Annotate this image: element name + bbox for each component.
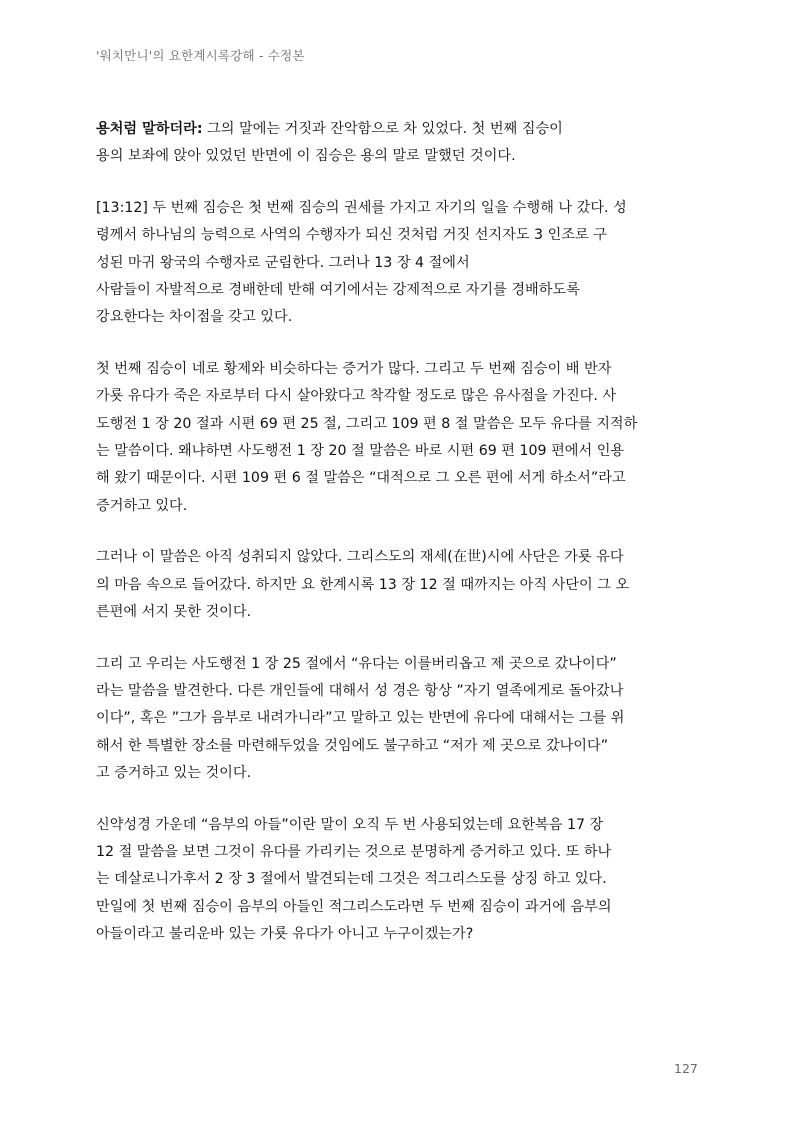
page-number: 127 [674,1061,698,1076]
paragraph-line: 른편에 서지 못한 것이다. [96,604,252,621]
paragraph-line: 도행전 1 장 20 절과 시편 69 편 25 절, 그리고 109 편 8 절 말씀은 모두 유다를 지적하 [96,415,638,432]
paragraph-line: [13:12] 두 번째 짐승은 첫 번째 짐승의 권세를 가지고 자기의 일을 수행해 나 갔다. 성 [96,199,627,216]
paragraph-line: 첫 번째 짐승이 네로 황제와 비슷하다는 증거가 많다. 그리고 두 번째 짐승이 배 반자 [96,360,612,377]
paragraph-line: 고 증거하고 있는 것이다. [96,765,252,782]
paragraph-line: 는 데살로니가후서 2 장 3 절에서 발견되는데 그것은 적그리스도를 상징 하고 있다. [96,871,607,888]
paragraph-line: 그리 고 우리는 사도행전 1 장 25 절에서 “유다는 이를버리옵고 제 곳으로 갔나이다” [96,655,617,672]
paragraph [96,544,699,626]
paragraph [96,356,699,520]
paragraph-line: 는 말씀이다. 왜냐하면 사도행전 1 장 20 절 말씀은 바로 시편 69 편 109 편에서 인용 [96,443,625,460]
paragraph-line: 12 절 말씀을 보면 그것이 유다를 가리키는 것으로 분명하게 증거하고 있다. 또 하나 [96,843,612,860]
paragraph-line: 그러나 이 말씀은 아직 성취되지 않았다. 그리스도의 재세(在世)시에 사단은 가룟 유다 [96,549,624,566]
running-header: '워치만니'의 요한계시록강해 - 수정본 [96,48,305,63]
paragraph-line: 해서 한 특별한 장소를 마련해두었을 것임에도 불구하고 “저가 제 곳으로 갔나이다” [96,737,609,754]
paragraph-line: 아들이라고 불리운바 있는 가룟 유다가 아니고 누구이겠는가? [96,926,474,943]
paragraph-line: 사람들이 자발적으로 경배한데 반해 여기에서는 강제적으로 자기를 경배하도록 [96,282,580,299]
paragraph-line: 증거하고 있다. [96,497,188,514]
paragraph-line: 해 왔기 때문이다. 시편 109 편 6 절 말씀은 “대적으로 그 오른 편에 서게 하소서”라고 [96,470,626,487]
paragraph [96,651,699,788]
paragraph-line: 령께서 하나님의 능력으로 사역의 수행자가 되신 것처럼 거짓 선지자도 3 인조로 구 [96,227,607,244]
paragraph-line: 가룟 유다가 죽은 자로부터 다시 살아왔다고 착각할 정도로 많은 유사점을 가진다. 사 [96,388,617,405]
paragraph-lead: 용처럼 말하더라: [96,121,203,137]
paragraph-line: 이다”, 혹은 ”그가 음부로 내려가니라”고 말하고 있는 반면에 유다에 대해서는 그를 위 [96,710,625,727]
paragraph [96,812,699,949]
paragraph-line [96,116,699,143]
paragraph-line: 만일에 첫 번째 짐승이 음부의 아들인 적그리스도라면 두 번째 짐승이 과거에 음부의 [96,898,612,915]
paragraph [96,195,699,332]
paragraph-line-text: 그의 말에는 거짓과 잔악함으로 차 있었다. 첫 번째 짐승이 [207,121,563,137]
paragraph-line: 라는 말씀을 발견한다. 다른 개인들에 대해서 성 경은 항상 ”자기 열족에게로 돌아갔나 [96,682,624,699]
paragraph [96,116,699,171]
paragraph-line: 성된 마귀 왕국의 수행자로 군림한다. 그러나 13 장 4 절에서 [96,254,470,271]
paragraph-line: 강요한다는 차이점을 갖고 있다. [96,309,293,326]
paragraph-line: 용의 보좌에 앉아 있었던 반면에 이 짐승은 용의 말로 말했던 것이다. [96,148,516,165]
paragraph-line: 의 마음 속으로 들어갔다. 하지만 요 한계시록 13 장 12 절 때까지는 아직 사단이 그 오 [96,576,630,593]
body-text [96,116,699,973]
paragraph-line: 신약성경 가운데 “음부의 아들”이란 말이 오직 두 번 사용되었는데 요한복음 17 장 [96,816,604,833]
